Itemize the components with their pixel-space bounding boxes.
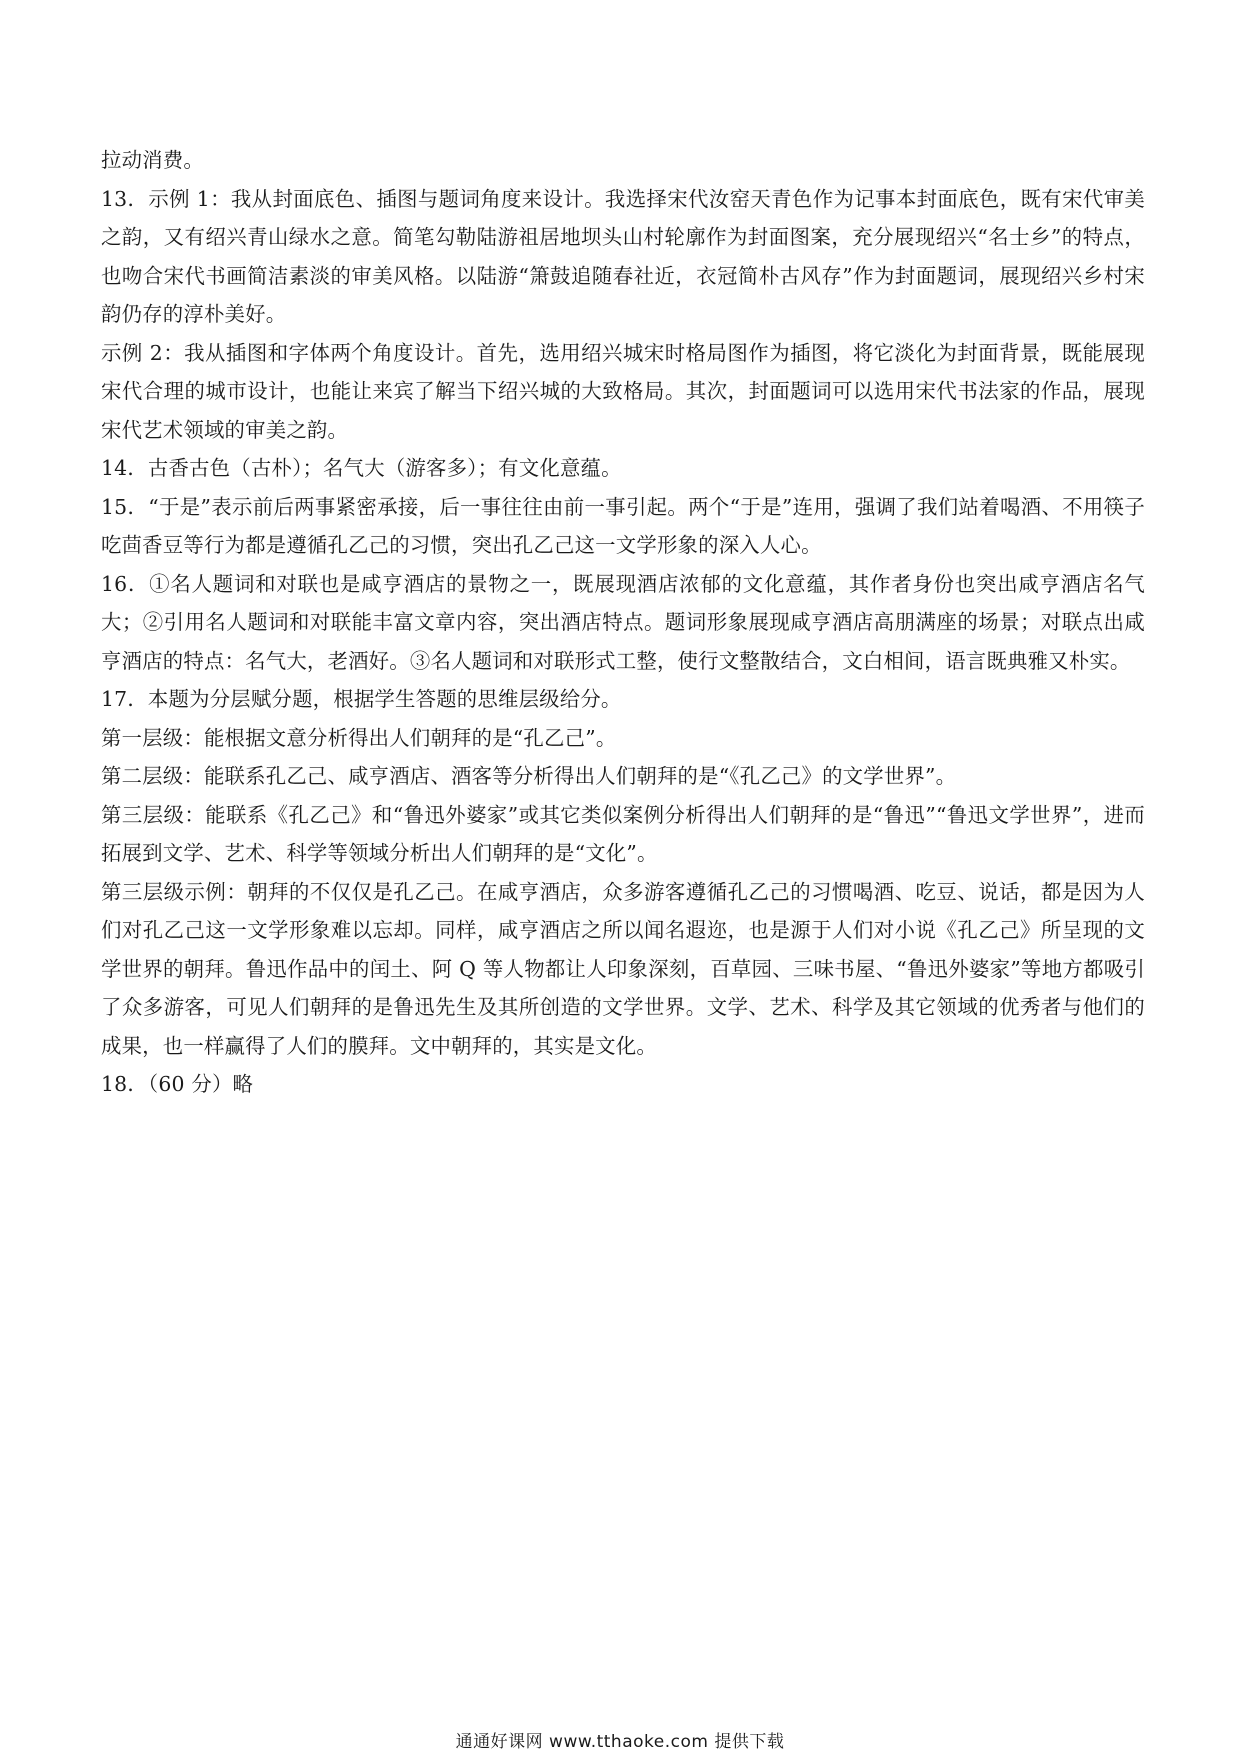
answer-13-example-2: 示例 2：我从插图和字体两个角度设计。首先，选用绍兴城宋时格局图作为插图，将它淡化为封面背景，既能展现宋代合理的城市设计，也能让来宾了解当下绍兴城的大致格局。其次，封面题词可以选用宋代书法家的作品，展现宋代艺术领域的审美之韵。 [101, 340, 1145, 442]
answer-17-level-3-example: 第三层级示例：朝拜的不仅仅是孔乙己。在咸亨酒店，众多游客遵循孔乙己的习惯喝酒、吃豆、说话，都是因为人们对孔乙己这一文学形象难以忘却。同样，咸亨酒店之所以闻名遐迩，也是源于人们对小说《孔乙己》所呈现的文学世界的朝拜。鲁迅作品中的闰土、阿 Q 等人物都让人印象深刻，百草园、三味书屋、“鲁迅外婆家”等地方都吸引了众多游客，可见人们朝拜的是鲁迅先生及其所创造的文学世界。文学、艺术、科学及其它领域的优秀者与他们的成果，也一样赢得了人们的膜拜。文中朝拜的，其实是文化。 [101, 879, 1145, 1058]
answer-17-level-2: 第二层级：能联系孔乙己、咸亨酒店、酒客等分析得出人们朝拜的是“《孔乙己》的文学世界”。 [101, 764, 957, 788]
answer-18: 18．（60 分）略 [101, 1072, 254, 1096]
answer-15: 15．“于是”表示前后两事紧密承接，后一事往往由前一事引起。两个“于是”连用，强调了我们站着喝酒、不用筷子吃茴香豆等行为都是遵循孔乙己的习惯，突出孔乙己这一文学形象的深入人心。 [101, 494, 1145, 557]
answer-14: 14．古香古色（古朴）；名气大（游客多）；有文化意蕴。 [101, 456, 622, 480]
answer-17-level-1: 第一层级：能根据文意分析得出人们朝拜的是“孔乙己”。 [101, 725, 617, 750]
answer-16: 16．①名人题词和对联也是咸亨酒店的景物之一，既展现酒店浓郁的文化意蕴，其作者身份也突出咸亨酒店名气大；②引用名人题词和对联能丰富文章内容，突出酒店特点。题词形象展现咸亨酒店高朋满座的场景；对联点出咸亨酒店的特点：名气大，老酒好。③名人题词和对联形式工整，使行文整散结合，文白相间，语言既典雅又朴实。 [101, 571, 1145, 673]
paragraph-continuation: 拉动消费。 [101, 148, 204, 172]
page-footer: 通通好课网 www.tthaoke.com 提供下载 [455, 1732, 785, 1752]
answer-key-body [101, 141, 1145, 1104]
answer-17-intro: 17．本题为分层赋分题，根据学生答题的思维层级给分。 [101, 687, 622, 711]
answer-13-example-1: 13．示例 1：我从封面底色、插图与题词角度来设计。我选择宋代汝窑天青色作为记事本封面底色，既有宋代审美之韵，又有绍兴青山绿水之意。简笔勾勒陆游祖居地坝头山村轮廓作为封面图案，充分展现绍兴“名士乡”的特点，也吻合宋代书画简洁素淡的审美风格。以陆游“箫鼓追随春社近，衣冠简朴古风存”作为封面题词，展现绍兴乡村宋韵仍存的淳朴美好。 [101, 186, 1145, 326]
answer-17-level-3: 第三层级：能联系《孔乙己》和“鲁迅外婆家”或其它类似案例分析得出人们朝拜的是“鲁迅”“鲁迅文学世界”，进而拓展到文学、艺术、科学等领域分析出人们朝拜的是“文化”。 [101, 802, 1145, 865]
